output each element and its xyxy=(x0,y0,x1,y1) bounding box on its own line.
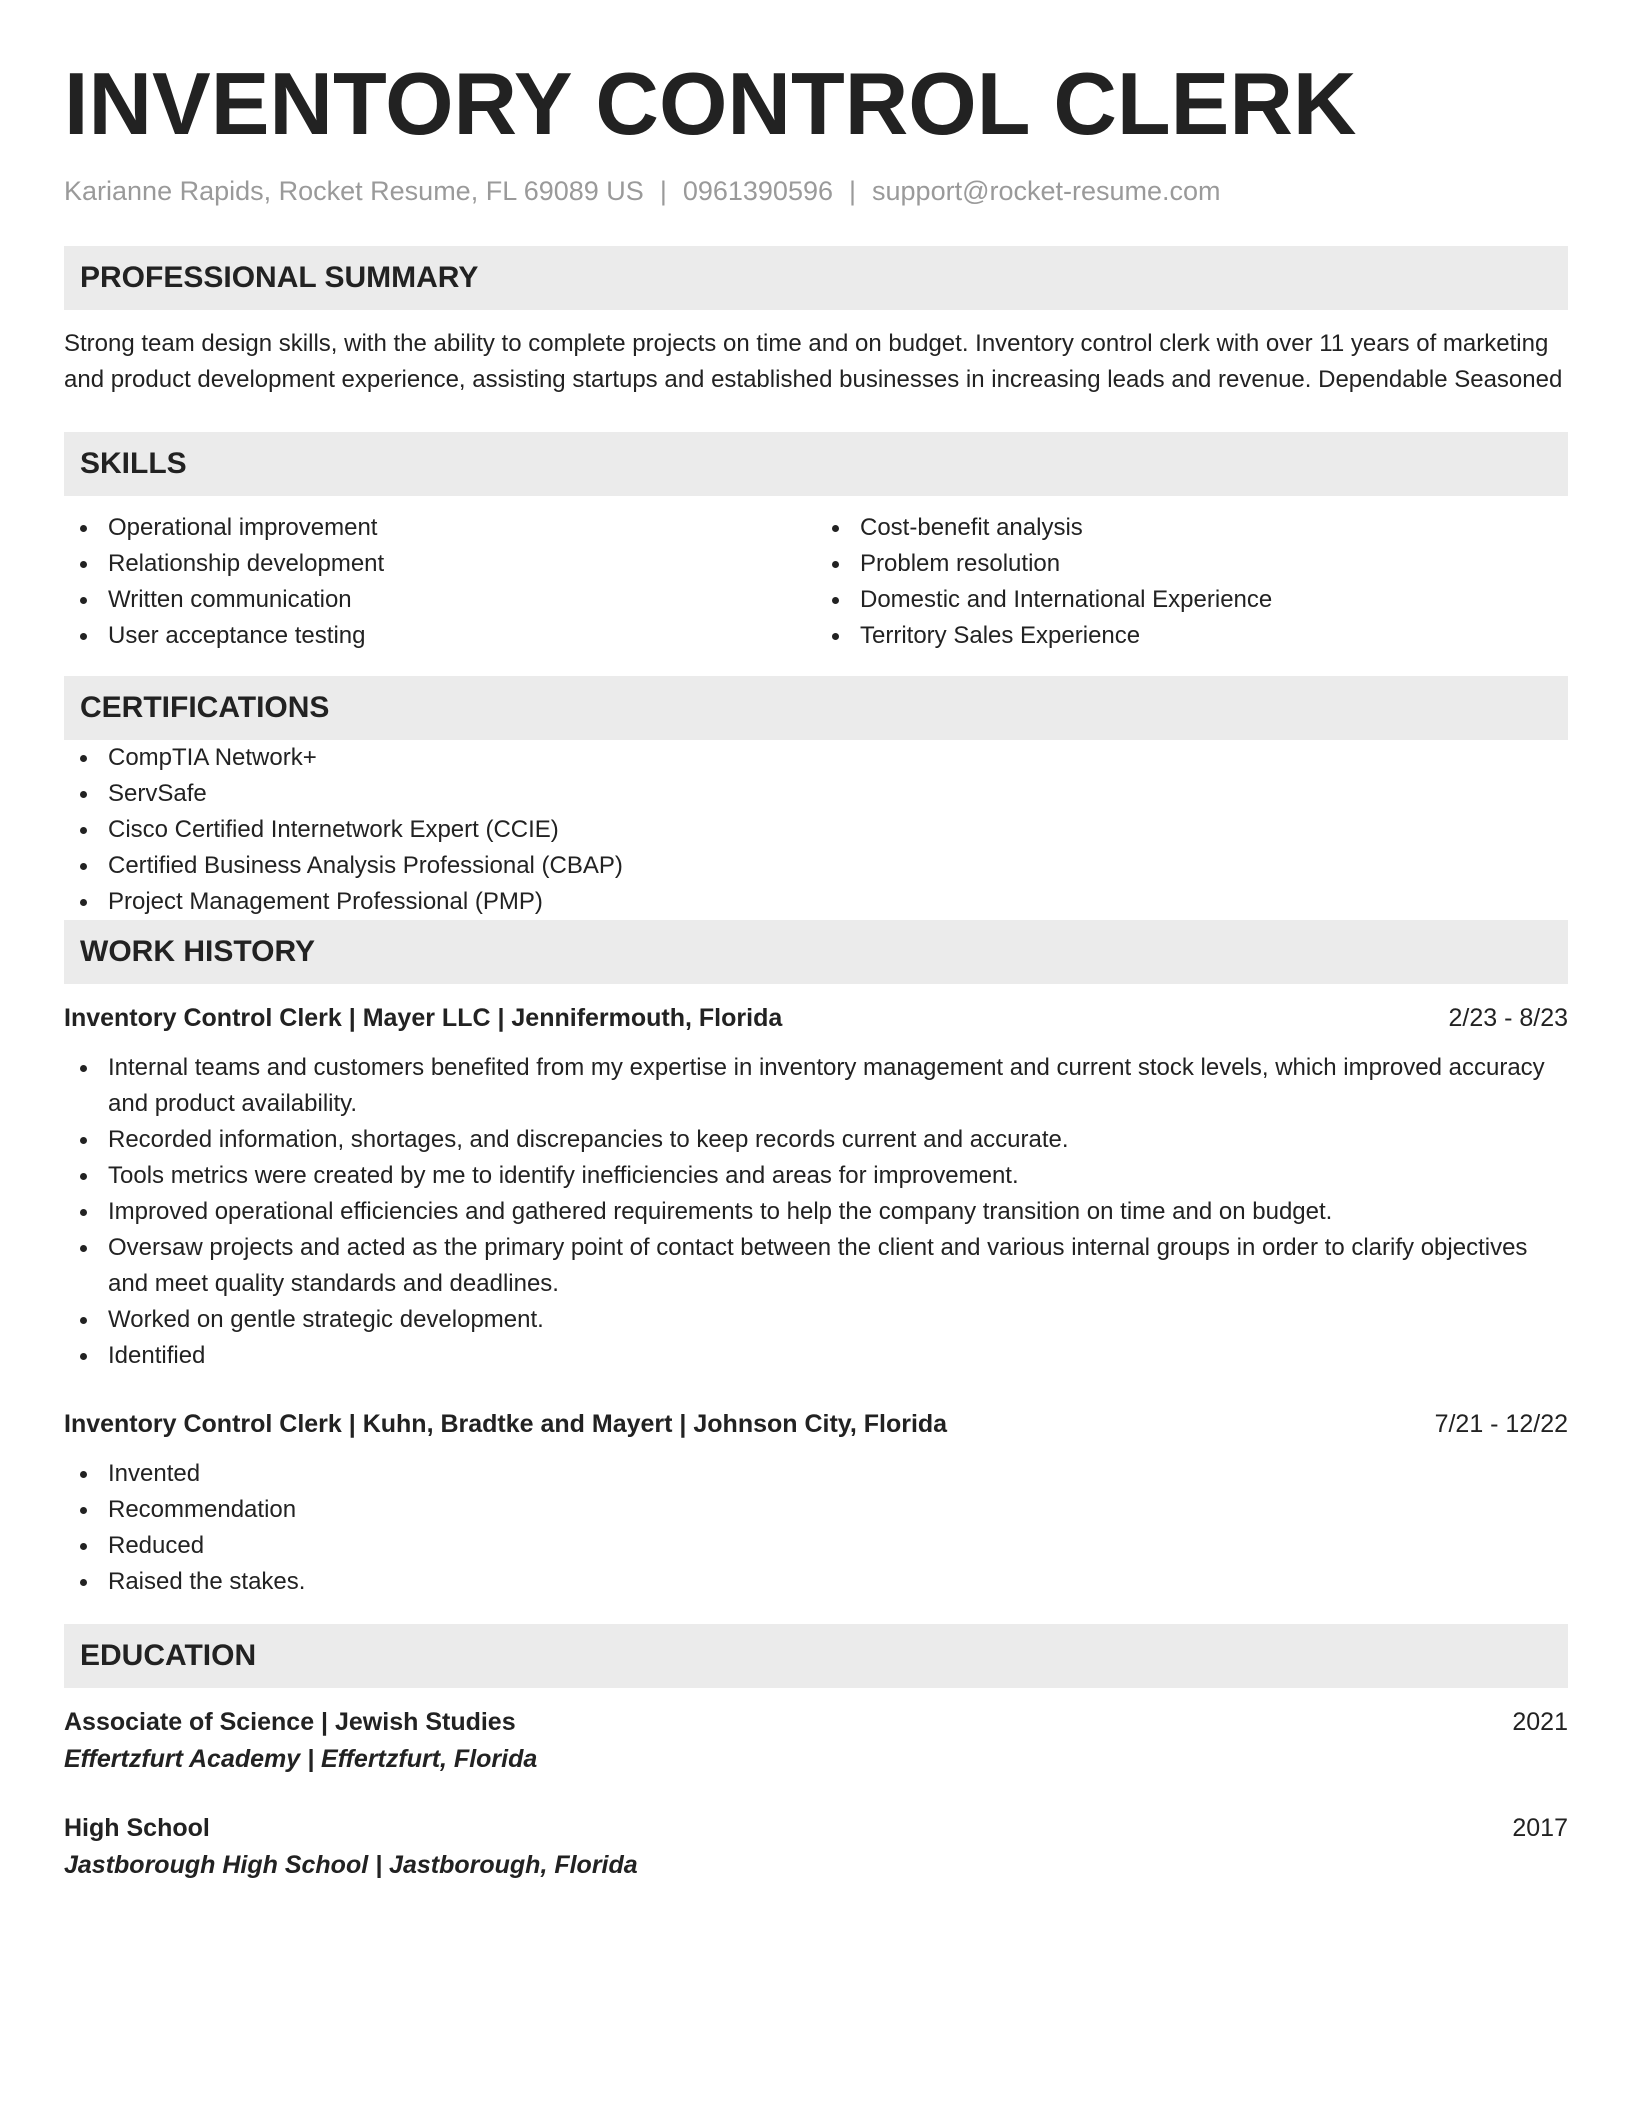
job-bullets xyxy=(64,1050,1568,1374)
education-degree: Associate of Science | Jewish Studies xyxy=(64,1708,516,1736)
job-dates: 7/21 - 12/22 xyxy=(1434,1410,1568,1438)
education-header xyxy=(64,1810,1568,1846)
list-item: Recorded information, shortages, and discrepancies to keep records current and accurate. xyxy=(64,1122,1568,1158)
contact-line xyxy=(64,174,1568,208)
section-heading-skills: SKILLS xyxy=(64,432,1568,496)
list-item: Tools metrics were created by me to identify inefficiencies and areas for improvement. xyxy=(64,1158,1568,1194)
job-bullets xyxy=(64,1456,1568,1600)
list-item: Worked on gentle strategic development. xyxy=(64,1302,1568,1338)
contact-address: Karianne Rapids, Rocket Resume, FL 69089 US xyxy=(64,176,644,206)
job-header xyxy=(64,1406,1568,1442)
education-year: 2017 xyxy=(1512,1814,1568,1842)
education-entry xyxy=(64,1704,1568,1778)
contact-separator: | xyxy=(659,176,667,206)
section-heading-work-history: WORK HISTORY xyxy=(64,920,1568,984)
list-item: User acceptance testing xyxy=(64,618,816,654)
skills-column-left xyxy=(64,510,816,654)
section-heading-education: EDUCATION xyxy=(64,1624,1568,1688)
list-item: Cost-benefit analysis xyxy=(816,510,1568,546)
education-degree: High School xyxy=(64,1814,210,1842)
list-item: Certified Business Analysis Professional (CBAP) xyxy=(64,848,1568,884)
list-item: CompTIA Network+ xyxy=(64,740,1568,776)
section-heading-certifications: CERTIFICATIONS xyxy=(64,676,1568,740)
list-item: Relationship development xyxy=(64,546,816,582)
list-item: Internal teams and customers benefited from my expertise in inventory management and current stock levels, which improved accuracy and product availability. xyxy=(64,1050,1568,1122)
list-item: Raised the stakes. xyxy=(64,1564,1568,1600)
contact-email: support@rocket-resume.com xyxy=(872,176,1221,206)
list-item: Reduced xyxy=(64,1528,1568,1564)
skills-list xyxy=(64,510,1568,654)
list-item: Invented xyxy=(64,1456,1568,1492)
list-item: Cisco Certified Internetwork Expert (CCIE) xyxy=(64,812,1568,848)
education-entry xyxy=(64,1810,1568,1884)
job-dates: 2/23 - 8/23 xyxy=(1448,1004,1568,1032)
list-item: Domestic and International Experience xyxy=(816,582,1568,618)
resume-title: INVENTORY CONTROL CLERK xyxy=(64,54,1357,153)
job-title: Inventory Control Clerk | Mayer LLC | Jennifermouth, Florida xyxy=(64,1004,783,1032)
section-heading-summary: PROFESSIONAL SUMMARY xyxy=(64,246,1568,310)
job-header xyxy=(64,1000,1568,1036)
education-header xyxy=(64,1704,1568,1740)
job-entry xyxy=(64,1406,1568,1600)
list-item: Project Management Professional (PMP) xyxy=(64,884,1568,920)
contact-phone: 0961390596 xyxy=(682,176,833,206)
education-school: Jastborough High School | Jastborough, Florida xyxy=(64,1851,638,1879)
job-entry xyxy=(64,1000,1568,1374)
job-title: Inventory Control Clerk | Kuhn, Bradtke and Mayert | Johnson City, Florida xyxy=(64,1410,948,1438)
list-item: Improved operational efficiencies and gathered requirements to help the company transition on time and on budget. xyxy=(64,1194,1568,1230)
list-item: ServSafe xyxy=(64,776,1568,812)
list-item: Operational improvement xyxy=(64,510,816,546)
list-item: Territory Sales Experience xyxy=(816,618,1568,654)
list-item: Oversaw projects and acted as the primary point of contact between the client and various internal groups in order to clarify objectives and meet quality standards and deadlines. xyxy=(64,1230,1568,1302)
list-item: Identified xyxy=(64,1338,1568,1374)
education-school: Effertzfurt Academy | Effertzfurt, Florida xyxy=(64,1745,538,1773)
summary-text: Strong team design skills, with the ability to complete projects on time and on budget. Inventory control clerk with over 11 years of marketing and product development experience, assisting startups and established businesses in increasing leads and revenue. Dependable Seasoned xyxy=(64,330,1563,393)
education-year: 2021 xyxy=(1512,1708,1568,1736)
certifications-list xyxy=(64,740,1568,920)
list-item: Problem resolution xyxy=(816,546,1568,582)
list-item: Written communication xyxy=(64,582,816,618)
contact-separator: | xyxy=(849,176,857,206)
skills-column-right xyxy=(816,510,1568,654)
list-item: Recommendation xyxy=(64,1492,1568,1528)
